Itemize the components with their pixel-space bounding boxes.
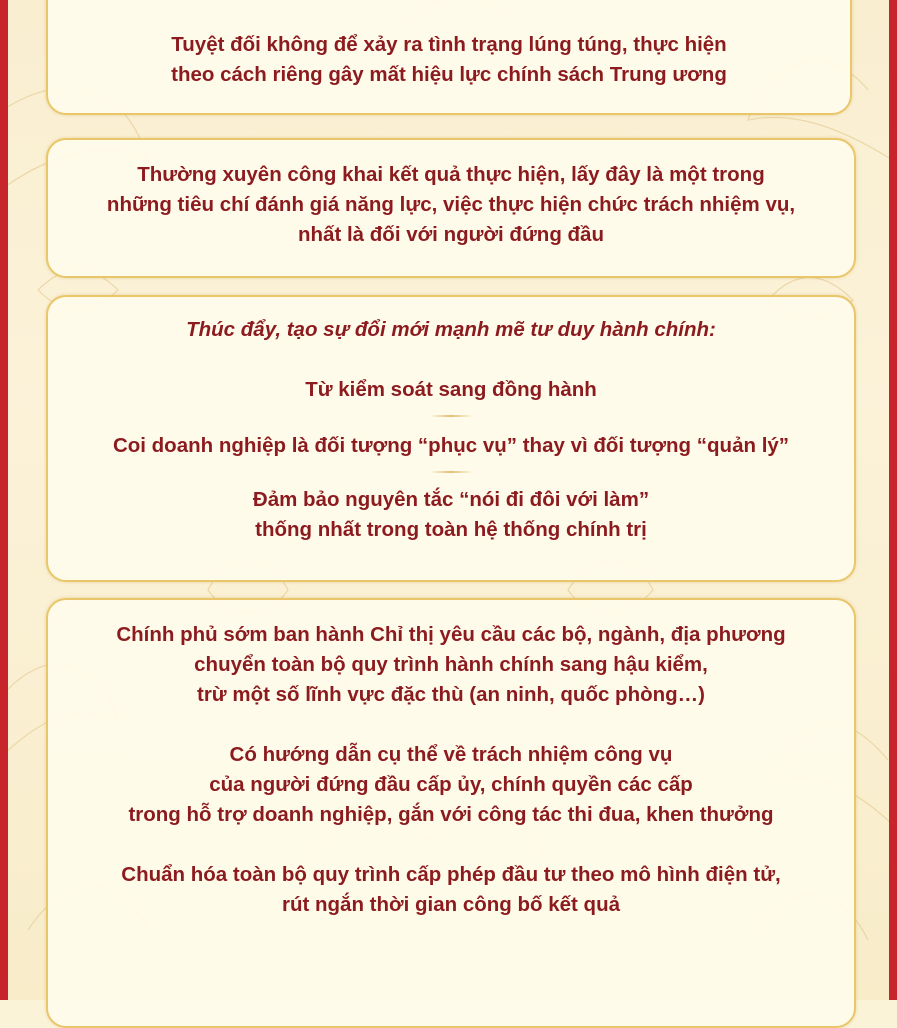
card-2-line-2: những tiêu chí đánh giá năng lực, việc thực hiện chức trách nhiệm vụ,: [106, 193, 796, 216]
card-4-para-1-line-2: chuyển toàn bộ quy trình hành chính sang hậu kiểm,: [194, 653, 708, 676]
card-4-para-1-line-3: trừ một số lĩnh vực đặc thù (an ninh, quốc phòng…): [197, 683, 705, 706]
card-transparency: [46, 138, 856, 278]
card-4-para-3-line-1: Chuẩn hóa toàn bộ quy trình cấp phép đầu tư theo mô hình điện tử,: [121, 863, 781, 886]
card-4-para-1-line-1: Chính phủ sớm ban hành Chỉ thị yêu cầu các bộ, ngành, địa phương: [116, 623, 786, 646]
card-warning: [46, 0, 852, 115]
card-3-item-3-line-2: thống nhất trong toàn hệ thống chính trị: [255, 518, 647, 541]
card-3-item-3-line-1: Đảm bảo nguyên tắc “nói đi đôi với làm”: [252, 488, 650, 511]
separator: [429, 471, 473, 473]
card-1-line-1: Tuyệt đối không để xảy ra tình trạng lúng túng, thực hiện: [171, 33, 727, 56]
card-admin-thinking: [46, 295, 856, 582]
separator: [429, 415, 473, 417]
card-3-item-2: Coi doanh nghiệp là đối tượng “phục vụ” thay vì đối tượng “quản lý”: [112, 434, 790, 457]
card-2-line-1: Thường xuyên công khai kết quả thực hiện, lấy đây là một trong: [137, 163, 765, 186]
card-1-line-2: theo cách riêng gây mất hiệu lực chính sách Trung ương: [171, 63, 727, 86]
card-2-line-3: nhất là đối với người đứng đầu: [298, 223, 604, 246]
right-red-border: [889, 0, 897, 1000]
left-red-border: [0, 0, 8, 1000]
card-3-item-1: Từ kiểm soát sang đồng hành: [305, 378, 597, 401]
card-4-para-2-line-1: Có hướng dẫn cụ thể về trách nhiệm công vụ: [229, 743, 673, 766]
card-recommendations: [46, 598, 856, 1028]
card-4-para-2-line-3: trong hỗ trợ doanh nghiệp, gắn với công tác thi đua, khen thưởng: [128, 803, 774, 826]
card-4-para-3-line-2: rút ngắn thời gian công bố kết quả: [281, 893, 620, 916]
card-3-heading: Thúc đẩy, tạo sự đổi mới mạnh mẽ tư duy hành chính:: [186, 318, 716, 341]
card-4-para-2-line-2: của người đứng đầu cấp ủy, chính quyền các cấp: [209, 773, 693, 796]
